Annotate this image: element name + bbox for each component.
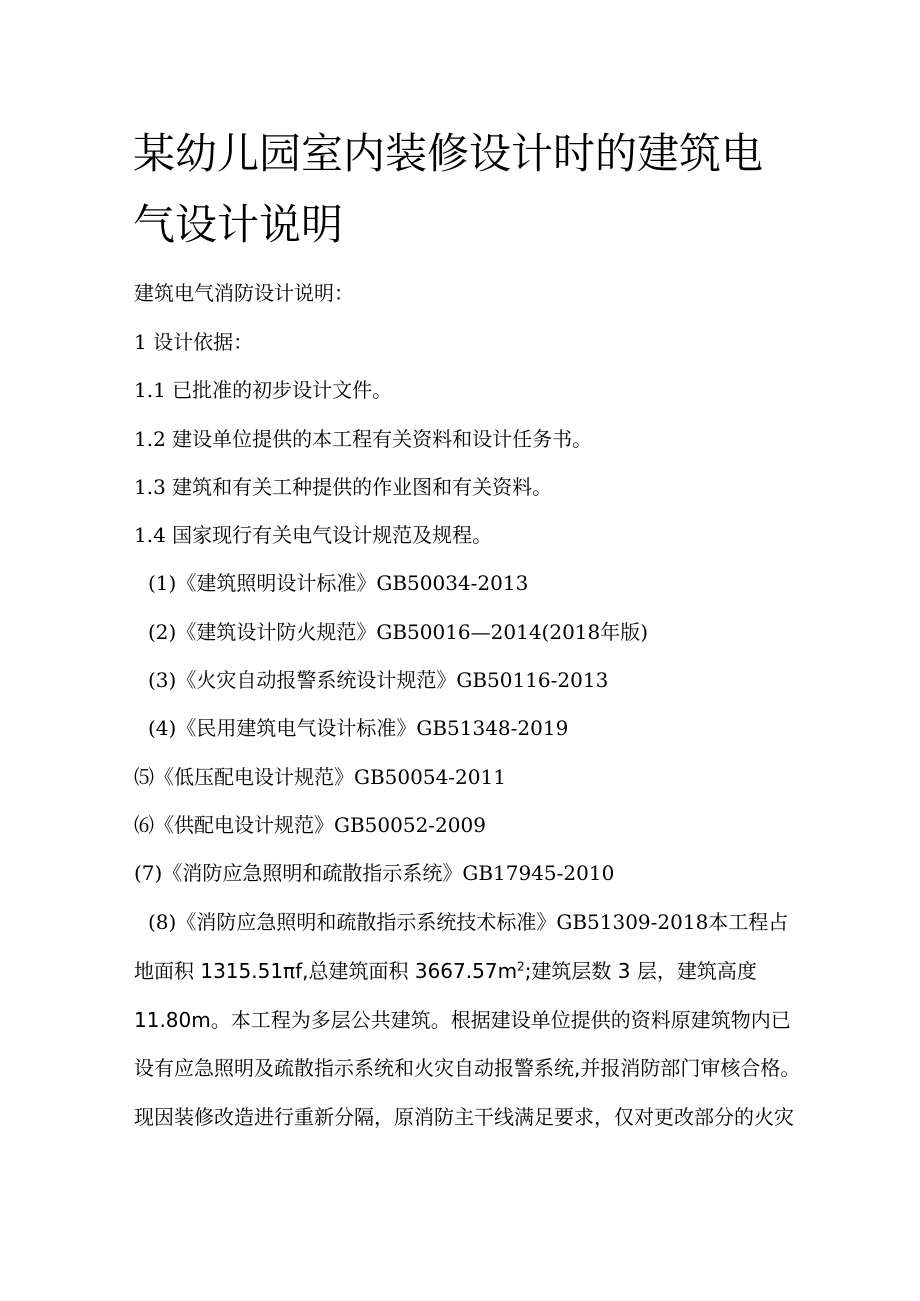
- standard-item-5: [134, 763, 506, 791]
- section-number: 1.2: [134, 427, 166, 451]
- item-code: GB17945-2010: [462, 861, 615, 885]
- section-number: 1.4: [134, 523, 166, 547]
- superscript: 2: [517, 959, 525, 974]
- item-name: 《消防应急照明和疏散指示系统》: [162, 861, 463, 885]
- item-number: (8): [148, 910, 177, 934]
- item-name: 《低压配电设计规范》: [154, 765, 354, 789]
- section-text: 设计依据：: [153, 330, 254, 354]
- paragraph-text: 地面积 1315.51πf,总建筑面积 3667.57m: [134, 959, 518, 983]
- section-text: 建设单位提供的本工程有关资料和设计任务书。: [172, 427, 593, 451]
- standard-item-7: [134, 859, 614, 887]
- item-code: GB50016—2014(2018年版): [376, 620, 649, 644]
- standard-item-4: [148, 714, 568, 742]
- item-code: GB50052-2009: [334, 813, 486, 837]
- standard-item-1: [148, 569, 528, 597]
- item-code: GB51309-2018: [556, 910, 709, 934]
- item-name: 《民用建筑电气设计标准》: [176, 716, 417, 740]
- item-code: GB50054-2011: [354, 765, 506, 789]
- standard-item-6: [134, 811, 486, 839]
- section-number: 1.1: [134, 378, 166, 402]
- section-1-4: [134, 521, 492, 549]
- document-title-line-1: 某幼儿园室内装修设计时的建筑电: [133, 129, 764, 178]
- item-number: ⑹: [134, 813, 154, 837]
- item-number: (4): [148, 716, 177, 740]
- item-name: 《火灾自动报警系统设计规范》: [176, 668, 457, 692]
- item-name: 《消防应急照明和疏散指示系统技术标准》: [176, 910, 557, 934]
- section-1-3: [134, 473, 552, 501]
- paragraph-line-1: [134, 957, 757, 985]
- section-heading: 建筑电气消防设计说明：: [134, 281, 354, 305]
- section-1-1: [134, 376, 392, 404]
- item-number: (2): [148, 620, 177, 644]
- standard-item-3: [148, 666, 608, 694]
- section-text: 建筑和有关工种提供的作业图和有关资料。: [172, 475, 553, 499]
- paragraph-text: ;建筑层数 3 层，建筑高度: [524, 959, 757, 983]
- item-number: (1): [148, 571, 177, 595]
- section-number: 1.3: [134, 475, 166, 499]
- paragraph-line-2: 11.80m。本工程为多层公共建筑。根据建设单位提供的资料原建筑物内已: [134, 1008, 791, 1032]
- section-number: 1: [134, 330, 147, 354]
- standard-item-2: [148, 618, 648, 646]
- item-name: 《建筑照明设计标准》: [176, 571, 377, 595]
- document-title-line-2: 气设计说明: [133, 200, 344, 249]
- section-1-2: [134, 425, 592, 453]
- item-name: 《建筑设计防火规范》: [176, 620, 377, 644]
- item-number: ⑸: [134, 765, 154, 789]
- item-code: GB50116-2013: [456, 668, 609, 692]
- item-number: (7): [134, 861, 163, 885]
- item-number: (3): [148, 668, 177, 692]
- section-text: 国家现行有关电气设计规范及规程。: [172, 523, 493, 547]
- paragraph-line-3: 设有应急照明及疏散指示系统和火灾自动报警系统,并报消防部门审核合格。: [134, 1056, 801, 1080]
- standard-item-8: [148, 908, 788, 936]
- item-name: 《供配电设计规范》: [154, 813, 334, 837]
- item-code: GB50034-2013: [376, 571, 529, 595]
- item-code: GB51348-2019: [416, 716, 569, 740]
- item-tail: 本工程占: [708, 910, 789, 934]
- paragraph-line-4: 现因装修改造进行重新分隔，原消防主干线满足要求，仅对更改部分的火灾: [134, 1105, 794, 1129]
- section-1: [134, 328, 253, 356]
- section-text: 已批准的初步设计文件。: [172, 378, 393, 402]
